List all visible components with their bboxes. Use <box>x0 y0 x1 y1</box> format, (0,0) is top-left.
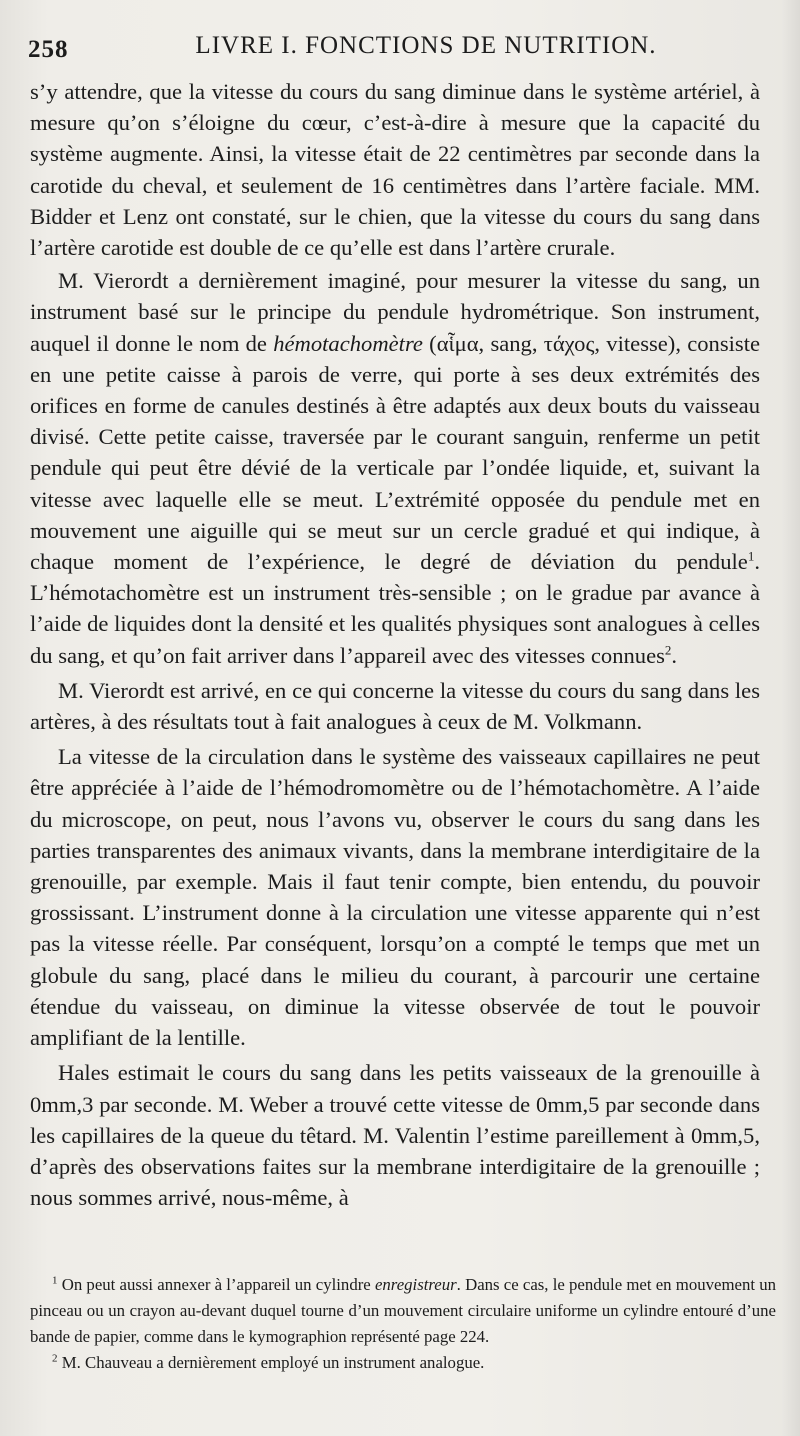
footnote-mark: 2 <box>52 1352 58 1365</box>
footnote-text: On peut aussi annexer à l’appareil un cylindre <box>61 1275 375 1294</box>
footnotes <box>30 1272 776 1376</box>
footnote-text: . Dans ce cas, le pendule met en mouvement un pinceau ou un crayon au-devant duquel tourne d’un mouvement circulaire uniforme un cylindre entouré d’une bande de papier, comme dans le kymographion représenté page 224. <box>30 1275 776 1346</box>
body-text <box>30 76 760 1215</box>
paragraph-text: M. Vierordt a dernièrement imaginé, pour mesurer la vitesse du sang, un instrument basé sur le principe du pendule hydrométrique. Son instrument, auquel il donne le nom de <box>30 268 760 356</box>
paragraph-continued: s’y attendre, que la vitesse du cours du sang diminue dans le système artériel, à mesure qu’on s’éloigne du cœur, c’est-à-dire à mesure que la capacité du système augmente. Ainsi, la vitesse était de 22 centimètres par seconde dans la carotide du cheval, et seulement de 16 centimètres dans l’artère faciale. MM. Bidder et Lenz ont constaté, sur le chien, que la vitesse du cours du sang dans l’artère carotide est double de ce qu’elle est dans l’artère crurale. <box>30 79 760 261</box>
paragraph-capillaries: La vitesse de la circulation dans le système des vaisseaux capillaires ne peut être appréciée à l’aide de l’hémodromomètre ou de l’hémotachomètre. A l’aide du microscope, on peut, nous l’avons vu, observer le cours du sang dans les parties transparentes des animaux vivants, dans la membrane interdigitaire de la grenouille, par exemple. Mais il faut tenir compte, bien entendu, du pouvoir grossissant. L’instrument donne à la circulation une vitesse apparente qui n’est pas la vitesse réelle. Par conséquent, lorsqu’on a compté le temps que met un globule du sang, placé dans le milieu du courant, à parcourir une certaine étendue du vaisseau, on diminue la vitesse observée de tout le pouvoir amplifiant de la lentille. <box>30 744 760 1051</box>
emphasis-term: enregistreur <box>374 1275 457 1294</box>
running-title: LIVRE I. FONCTIONS DE NUTRITION. <box>195 32 657 59</box>
footnote-ref-2: 2 <box>664 642 672 658</box>
paragraph-hales: Hales estimait le cours du sang dans les petits vaisseaux de la grenouille à 0mm,3 par seconde. M. Weber a trouvé cette vitesse de 0mm,5 par seconde dans les capillaires de la queue du têtard. M. Valentin l’estime pareillement à 0mm,5, d’après des observations faites sur la membrane interdigitaire de la grenouille ; nous sommes arrivé, nous-même, à <box>30 1060 760 1211</box>
paragraph-text: . <box>671 642 678 668</box>
paragraph-text: (αἷμα, sang, τάχος, vitesse), consiste en une petite caisse à parois de verre, qui porte à ses deux extrémités des orifices en forme de canules destinés à être adaptés aux deux bouts du vaisseau divisé. Cette petite caisse, traversée par le courant sanguin, renferme un petit pendule qui peut être dévié de la verticale par l’ondée liquide, et, suivant la vitesse avec laquelle elle se meut. L’extrémité opposée du pendule met en mouvement une aiguille qui se meut sur un cercle gradué et qui indique, à chaque moment de l’expérience, le degré de déviation du pendule <box>30 330 760 575</box>
footnote-mark: 1 <box>52 1274 58 1287</box>
paragraph-vierordt-results: M. Vierordt est arrivé, en ce qui concerne la vitesse du cours du sang dans les artères, à des résultats tout à fait analogues à ceux de M. Volkmann. <box>30 677 760 735</box>
footnote-2 <box>30 1350 776 1376</box>
emphasis-term: hémotachomètre <box>273 330 423 356</box>
footnote-1 <box>30 1272 776 1350</box>
footnote-text: M. Chauveau a dernièrement employé un instrument analogue. <box>61 1353 485 1372</box>
page-edge-shadow <box>782 0 800 1436</box>
page-header <box>28 30 764 70</box>
footnote-ref-1: 1 <box>747 548 755 564</box>
page-number: 258 <box>28 36 69 63</box>
paragraph-hemotachometre <box>30 265 760 671</box>
paragraph-text: . L’hémotachomètre est un instrument très-sensible ; on le gradue par avance à l’aide de liquides dont la densité et les qualités physiques sont analogues à celles du sang, et qu’on fait arriver dans l’appareil avec des vitesses connues <box>30 549 760 668</box>
